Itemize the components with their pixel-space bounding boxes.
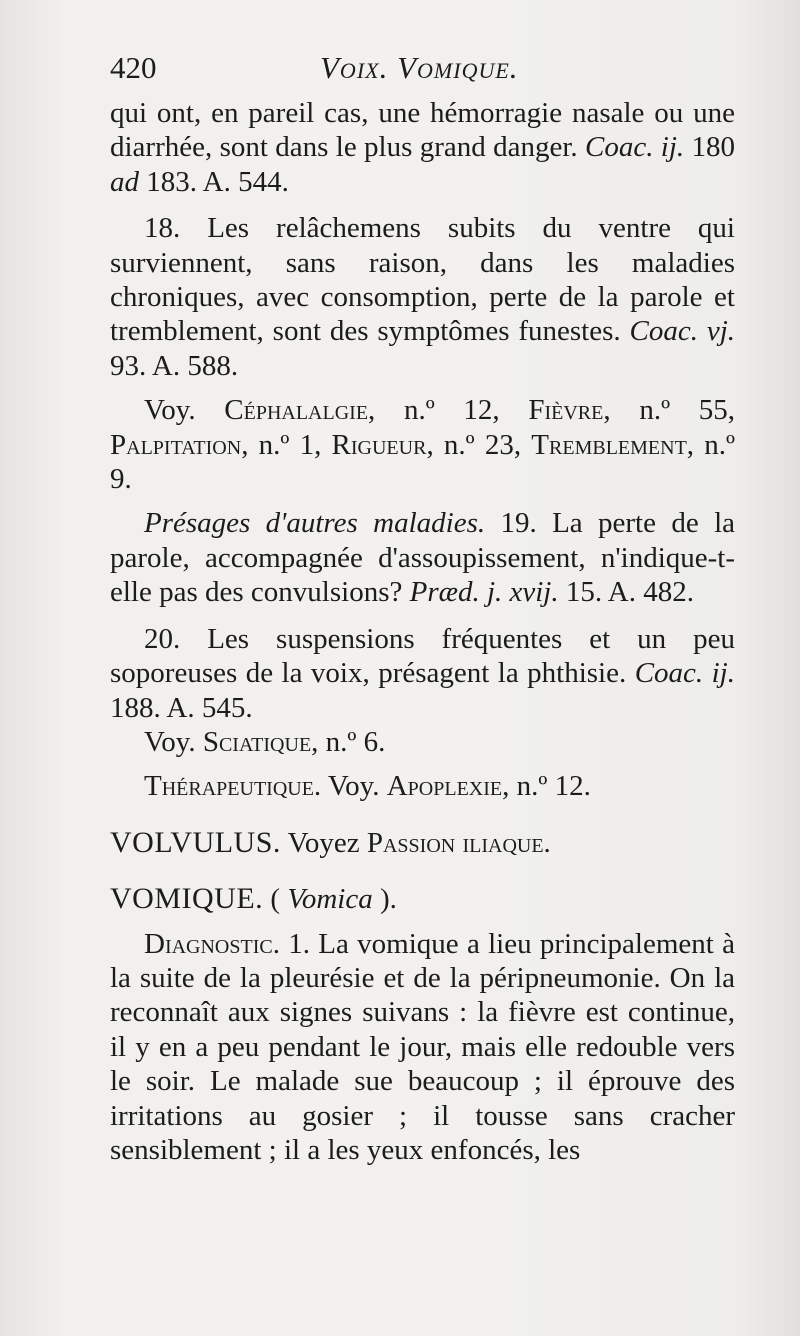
entry-volvulus: VOLVULUS. Voyez Passion iliaque.	[110, 825, 551, 859]
cross-reference-voy: Voy. Céphalalgie, n.º 12, Fièvre, n.º 55, Palpitation, n.º 1, Rigueur, n.º 23, Tremblement, n.º 9.	[110, 394, 735, 496]
body-text	[110, 96, 735, 1167]
entry-heading: VOMIQUE.	[110, 882, 264, 916]
paragraph-diagnostic-1: Diagnostic. 1. La vomique a lieu principalement à la suite de la pleurésie et de la péripneumonie. On la reconnaît aux signes suivans : la fièvre est continue, il y en a peu pendant le jour, mais elle redouble vers le soir. Le malade sue beaucoup ; il éprouve des irritations au gosier ; il tousse sans cracher sensiblement ; il a les yeux enfoncés, les	[110, 927, 735, 1166]
running-title: Voix. Vomique.	[320, 50, 519, 85]
paragraph-20: 20. Les suspensions fréquentes et un peu soporeuses de la voix, présagent la phthisie. Coac. ij. 188. A. 545.	[110, 622, 735, 724]
cross-reference-sciatique: Voy. Sciatique, n.º 6.	[144, 725, 386, 758]
entry-vomique: VOMIQUE. ( Vomica ).	[110, 882, 397, 916]
section-label: Présages d'autres maladies.	[144, 507, 486, 540]
section-label: Diagnostic	[144, 927, 273, 960]
paragraph-19: Présages d'autres maladies. 19. La perte de la parole, accompagnée d'assoupissement, n'indique-t-elle pas des convulsions? Præd. j. xvij. 15. A. 482.	[110, 507, 736, 609]
reference: Præd. j. xvij.	[409, 576, 559, 609]
reference: Coac. ij.	[634, 657, 735, 690]
paragraph-continuation: qui ont, en pareil cas, une hémorragie nasale ou une diarrhée, sont dans le plus grand danger. Coac. ij. 180 ad 183. A. 544.	[110, 97, 735, 198]
reference: Coac. ij.	[584, 131, 685, 164]
therapeutique-line: Thérapeutique. Voy. Apoplexie, n.º 12.	[144, 770, 591, 803]
entry-heading: VOLVULUS.	[110, 825, 281, 859]
reference: Coac. vj.	[629, 315, 735, 348]
page-number: 420	[110, 50, 157, 85]
paragraph-18: 18. Les relâchemens subits du ventre qui surviennent, sans raison, dans les maladies chroniques, avec consomption, perte de la parole et tremblement, sont des symptômes funestes. Coac. vj. 93. A. 588.	[110, 212, 735, 382]
running-head	[110, 50, 750, 90]
